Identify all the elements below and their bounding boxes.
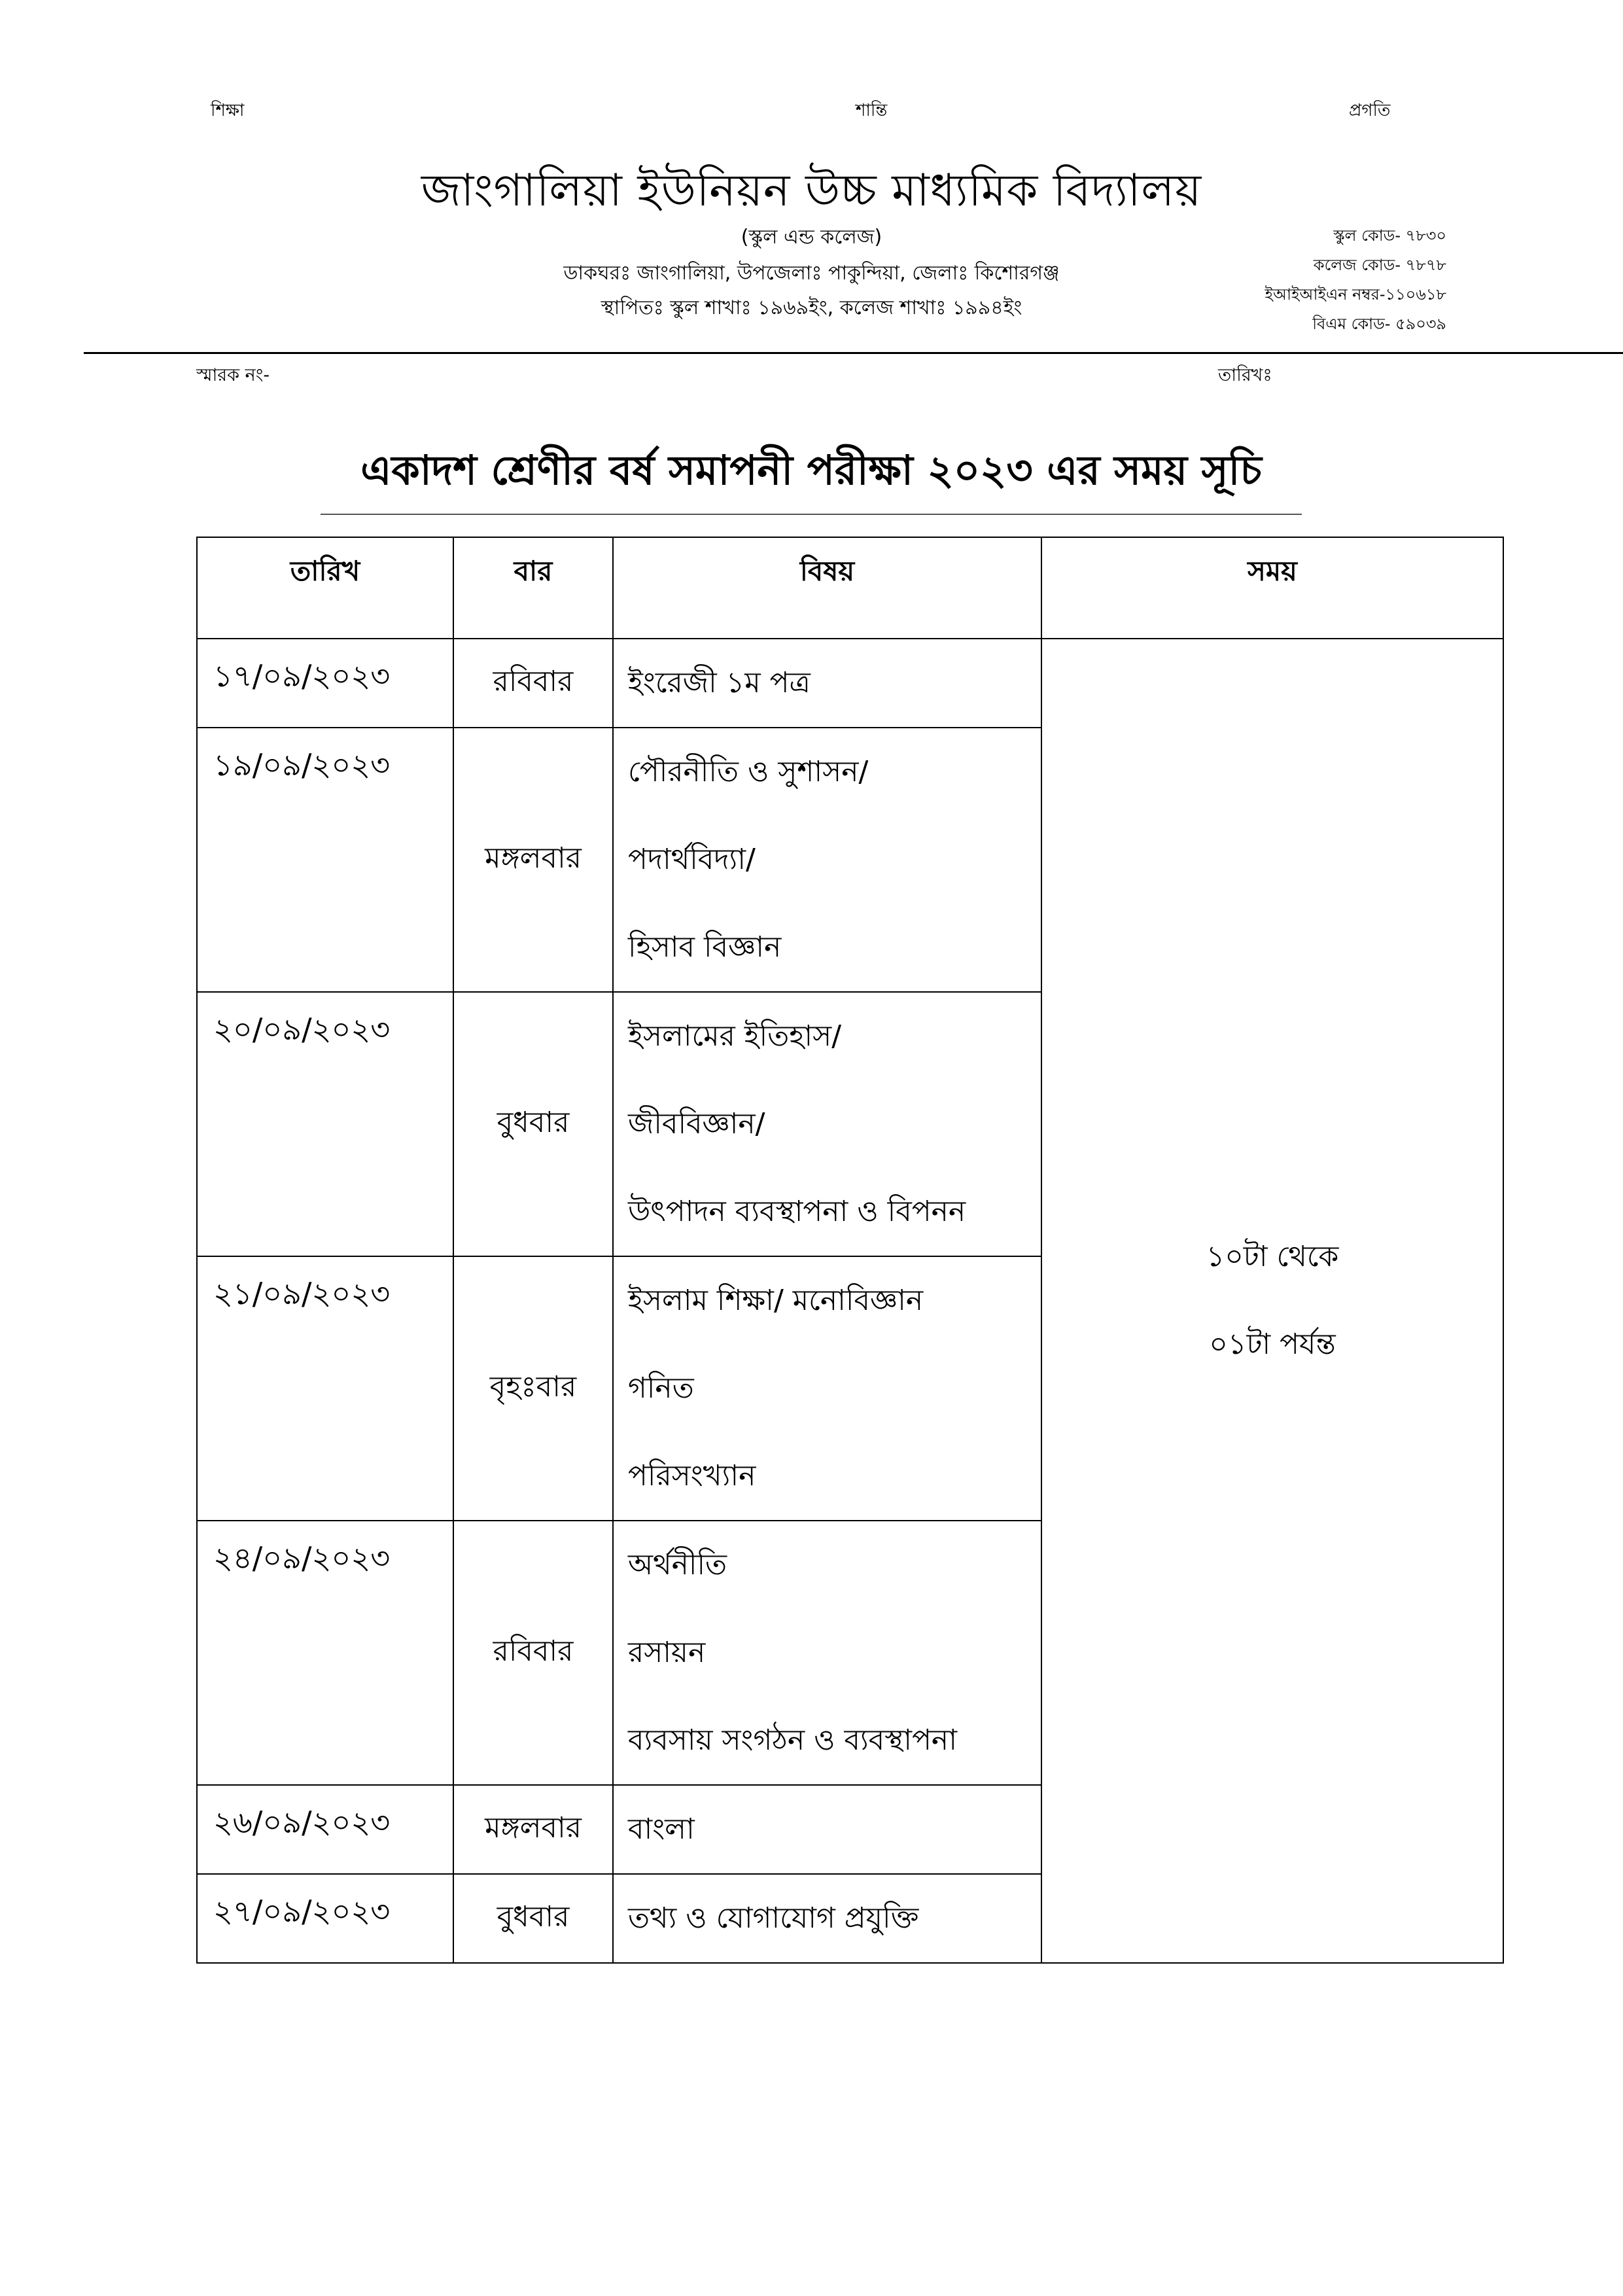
exam-date: ১৯/০৯/২০২৩	[197, 728, 453, 992]
time-start: ১০টা থেকে	[1206, 1240, 1339, 1273]
school-code: স্কুল কোড- ৭৮৩০	[1333, 226, 1446, 245]
exam-day: বুধবার	[453, 992, 613, 1256]
subject-item: গনিত	[628, 1371, 694, 1405]
exam-date: ২৬/০৯/২০২৩	[197, 1785, 453, 1874]
exam-subjects	[613, 992, 1041, 1256]
exam-subjects	[613, 639, 1041, 728]
college-code: কলেজ কোড- ৭৮৭৮	[1313, 256, 1446, 274]
header-divider	[84, 352, 1623, 354]
subject-item: রসায়ন	[628, 1636, 706, 1669]
subject-item: বাংলা	[628, 1812, 695, 1846]
motto-right: প্রগতি	[1349, 101, 1391, 120]
exam-day: রবিবার	[453, 1521, 613, 1785]
exam-day: বৃহঃবার	[453, 1256, 613, 1521]
subject-item: পৌরনীতি ও সুশাসন/	[628, 755, 869, 788]
subject-item: জীববিজ্ঞান/	[628, 1107, 765, 1140]
subject-item: ব্যবসায় সংগঠন ও ব্যবস্থাপনা	[628, 1723, 957, 1757]
exam-subjects	[613, 1874, 1041, 1963]
exam-subjects	[613, 1256, 1041, 1521]
exam-date: ২০/০৯/২০২৩	[197, 992, 453, 1256]
subject-item: পদার্থবিদ্যা/	[628, 843, 756, 876]
exam-time	[1041, 639, 1503, 1963]
document-title: একাদশ শ্রেণীর বর্ষ সমাপনী পরীক্ষা ২০২৩ এর সময় সূচি	[321, 440, 1302, 515]
time-end: ০১টা পর্যন্ত	[1209, 1328, 1336, 1361]
table-row	[197, 639, 1503, 728]
subject-item: পরিসংখ্যান	[628, 1459, 756, 1492]
school-subtitle: (স্কুল এন্ড কলেজ)	[741, 226, 882, 249]
exam-date: ২৭/০৯/২০২৩	[197, 1874, 453, 1963]
exam-date: ১৭/০৯/২০২৩	[197, 639, 453, 728]
table-header-row	[197, 537, 1503, 639]
subject-item: তথ্য ও যোগাযোগ প্রযুক্তি	[628, 1901, 919, 1935]
exam-subjects	[613, 728, 1041, 992]
exam-subjects	[613, 1521, 1041, 1785]
column-header-subject: বিষয়	[613, 537, 1041, 639]
exam-day: মঙ্গলবার	[453, 1785, 613, 1874]
subject-item: হিসাব বিজ্ঞান	[628, 930, 782, 964]
eiin-number: ইআইআইএন নম্বর-১১০৬১৮	[1265, 285, 1446, 304]
column-header-day: বার	[453, 537, 613, 639]
exam-date: ২৪/০৯/২০২৩	[197, 1521, 453, 1785]
institution-codes	[1265, 221, 1446, 339]
subject-item: ইংরেজী ১ম পত্র	[628, 666, 811, 699]
subject-item: উৎপাদন ব্যবস্থাপনা ও বিপনন	[628, 1195, 966, 1228]
exam-day: রবিবার	[453, 639, 613, 728]
subject-item: ইসলাম শিক্ষা/ মনোবিজ্ঞান	[628, 1284, 924, 1317]
subject-item: অর্থনীতি	[628, 1548, 727, 1581]
school-address: ডাকঘরঃ জাংগালিয়া, উপজেলাঃ পাকুন্দিয়া, জেলাঃ কিশোরগঞ্জ	[563, 262, 1060, 285]
exam-day: বুধবার	[453, 1874, 613, 1963]
motto-center: শান্তি	[856, 101, 888, 120]
exam-date: ২১/০৯/২০২৩	[197, 1256, 453, 1521]
school-name: জাংগালিয়া ইউনিয়ন উচ্চ মাধ্যমিক বিদ্যালয়	[421, 165, 1202, 217]
bm-code: বিএম কোড- ৫৯০৩৯	[1312, 315, 1446, 333]
exam-day: মঙ্গলবার	[453, 728, 613, 992]
memo-number-label: স্মারক নং-	[196, 365, 270, 385]
column-header-time: সময়	[1041, 537, 1503, 639]
column-header-date: তারিখ	[197, 537, 453, 639]
motto-left: শিক্ষা	[211, 101, 245, 120]
date-label: তারিখঃ	[1218, 365, 1272, 385]
subject-item: ইসলামের ইতিহাস/	[628, 1019, 842, 1053]
exam-subjects	[613, 1785, 1041, 1874]
exam-schedule-table	[196, 537, 1504, 1964]
establishment-info: স্থাপিতঃ স্কুল শাখাঃ ১৯৬৯ইং, কলেজ শাখাঃ ১৯৯৪ইং	[601, 296, 1022, 319]
